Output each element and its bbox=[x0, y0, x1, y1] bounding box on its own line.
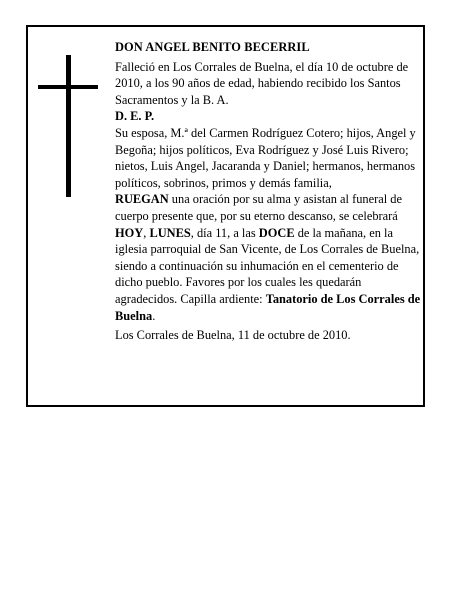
obituary-text bbox=[115, 39, 421, 344]
cross-vertical-bar bbox=[66, 55, 71, 197]
ruegan-word: RUEGAN bbox=[115, 192, 169, 207]
death-info: Falleció en Los Corrales de Buelna, el día 10 de octubre de 2010, a los 90 años de edad, habiendo recibido los Santos Sacramentos y la B. A. bbox=[115, 59, 409, 107]
tanatorio-name: Tanatorio de Los Corrales de Buelna bbox=[115, 291, 421, 323]
rip-line bbox=[115, 108, 421, 125]
obituary-notice bbox=[26, 25, 425, 407]
lunes-word: LUNES bbox=[149, 225, 191, 240]
family-list: Su esposa, M.ª del Carmen Rodríguez Cotero; hijos, Angel y Begoña; hijos políticos, Eva Rodríguez y José Luis Rivero; nietos, Luis Angel, Jacaranda y Daniel; hermanos, hermanos políticos, sobrinos, primos y demás familia, bbox=[115, 125, 416, 190]
request-text-2: , bbox=[143, 225, 150, 240]
request-text-1: una oración por su alma y asistan al funeral de cuerpo presente que, por su eterno descanso, se celebrará bbox=[115, 192, 402, 223]
cross-horizontal-bar bbox=[38, 85, 98, 89]
deceased-name: DON ANGEL BENITO BECERRIL bbox=[115, 40, 310, 54]
place-date: Los Corrales de Buelna, 11 de octubre de 2010. bbox=[115, 328, 351, 343]
request-text-4: de la mañana, en la iglesia parroquial de San Vicente, de Los Corrales de Buelna, siendo a continuación su inhumación en el cementerio de dicho pueblo. Favores por los cuales les quedarán agradecidos. Capilla ardiente: bbox=[115, 225, 420, 306]
cross-icon bbox=[38, 55, 98, 197]
doce-word: DOCE bbox=[258, 225, 295, 240]
hoy-word: HOY bbox=[115, 225, 144, 240]
rip-abbreviation: D. E. P. bbox=[115, 109, 155, 124]
funeral-request bbox=[115, 191, 421, 324]
request-text-5: . bbox=[152, 308, 156, 323]
request-text-3: , día 11, a las bbox=[190, 225, 259, 240]
